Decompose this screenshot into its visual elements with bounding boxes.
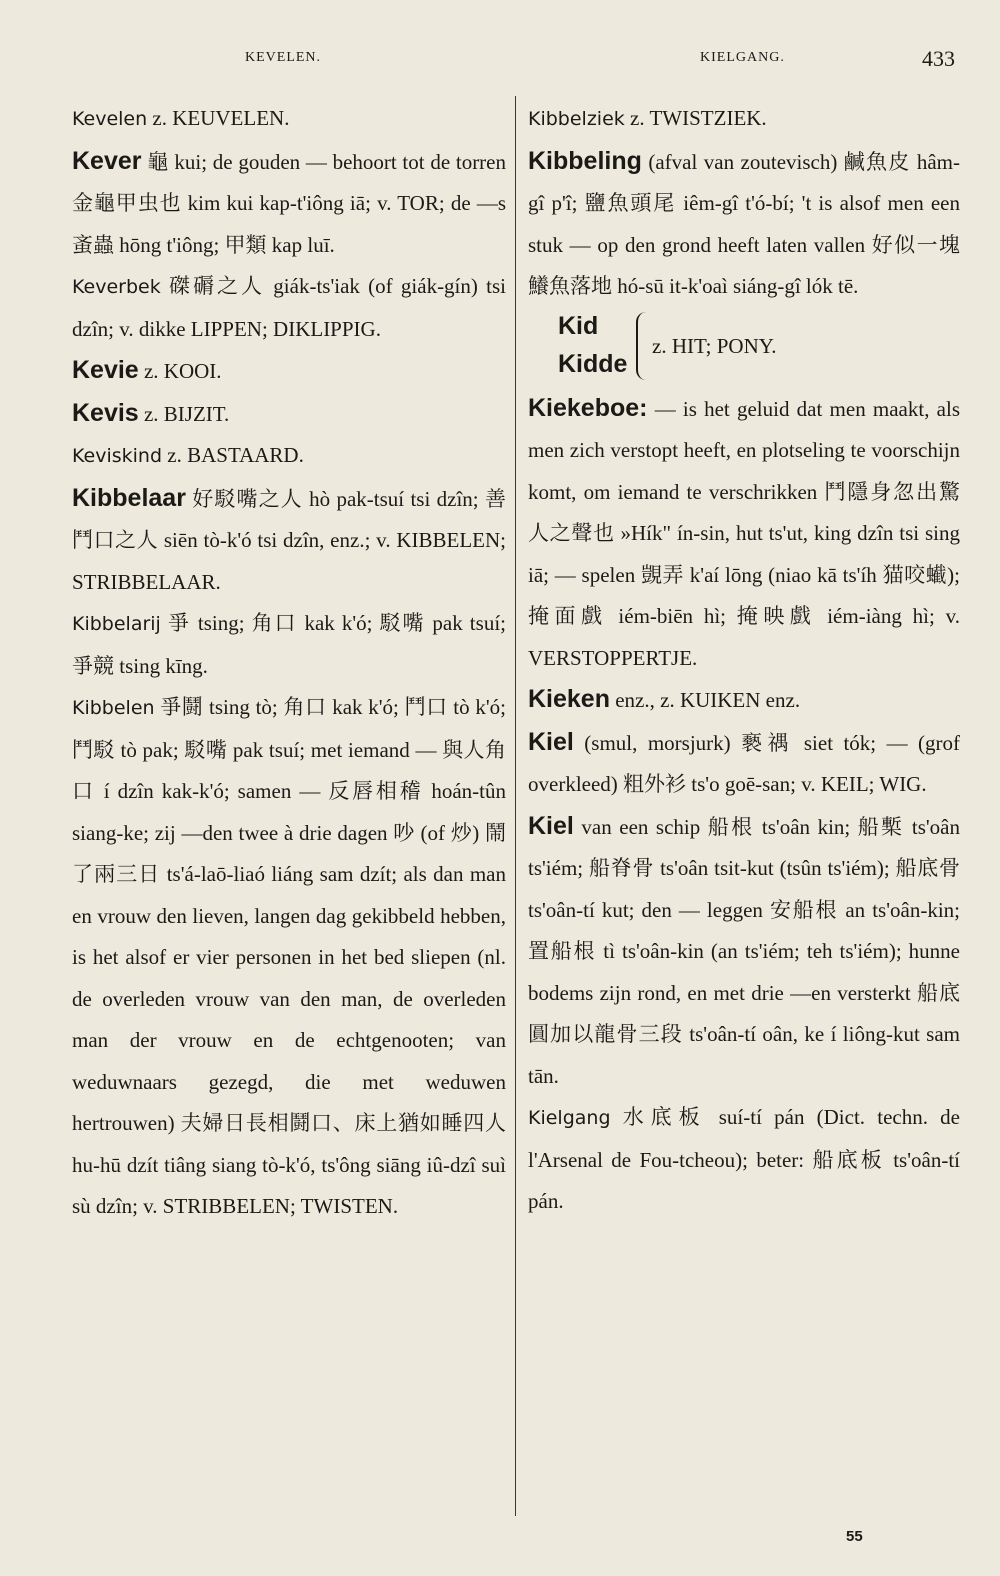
entry-kevis: [72, 393, 506, 436]
entry-text: 龜 kui; de gouden — behoort tot de torren 金龜甲虫也 kim kui kap-t'iông iā; v. TOR; de —s 蚉蟲 hōng t'iông; 甲類 kap luī.: [72, 149, 506, 257]
entry-text: 磔磭之人 giák-ts'iak (of giák-gín) tsi dzîn; v. dikke LIPPEN; DIKLIPPIG.: [72, 274, 506, 341]
running-head-center: KIELGANG.: [700, 50, 785, 65]
entry-text: van een schip 船根 ts'oân kin; 船槧 ts'oân ts'iém; 船脊骨 ts'oân tsit-kut (tsûn ts'iém); 船底骨 ts'oân-tí kut; den — leggen 安船根 an ts'oân-kin; 置船根 tì ts'oân-kin (an ts'iém; teh ts'iém); hunne bodems zijn rond, en met drie —en versterkt 船底圓加以龍骨三段 ts'oân-tí oân, ke í liông-kut sam tān.: [528, 814, 960, 1088]
entry-text: 爭 tsing; 角口 kak k'ó; 駁嘴 pak tsuí; 爭競 tsing kīng.: [72, 611, 506, 678]
headword: Kielgang: [528, 1107, 611, 1129]
page-number: 433: [922, 46, 955, 71]
signature-mark: 55: [846, 1528, 863, 1545]
headword: Kibbelziek: [528, 108, 625, 130]
entry-text: z. KEUVELEN.: [147, 106, 290, 130]
entry-keviskind: [72, 435, 506, 478]
headword: Kiekeboe:: [528, 393, 648, 422]
column-divider: [515, 96, 516, 1516]
headword: Kevelen: [72, 108, 148, 130]
entry-kibbelziek: [528, 98, 960, 141]
headword: Kibbelarij: [72, 613, 161, 635]
entry-text: (afval van zoutevisch) 鹹魚皮 hâm-gî p'î; 鹽魚頭尾 iêm-gî t'ó-bí; 't is alsof men een stuk — op den grond heeft laten vallen 好似一塊鱶魚落地 hó-sū it-k'oaì siáng-gî lók tē.: [528, 149, 960, 298]
brace: [636, 312, 648, 380]
entry-text: 水底板 suí-tí pán (Dict. techn. de l'Arsenal de Fou-tcheou); beter: 船底板 ts'oân-tí pán.: [528, 1105, 960, 1213]
entry-kibbeling: [528, 141, 960, 308]
headword: Kiel: [528, 811, 574, 840]
entry-kibbelen: [72, 687, 506, 1228]
headword: Kiel: [528, 727, 574, 756]
entry-kid-kidde: [528, 308, 960, 388]
entry-text: (smul, morsjurk) 褻禑 siet tók; — (grof overkleed) 粗外衫 ts'o goē-san; v. KEIL; WIG.: [528, 730, 960, 796]
entry-text: enz., z. KUIKEN enz.: [609, 688, 801, 712]
entry-kieken: [528, 679, 960, 722]
headword: Kever: [72, 146, 142, 175]
headword-kidde: Kidde: [558, 349, 628, 378]
headword: Kevis: [72, 398, 139, 427]
entry-kevie: [72, 350, 506, 393]
entry-kevelen: [72, 98, 506, 141]
entry-keverbek: [72, 266, 506, 350]
headword: Kevie: [72, 356, 139, 384]
entry-kiekeboe: [528, 388, 960, 680]
headword: Kieken: [528, 685, 610, 713]
right-column: [528, 98, 960, 1223]
headword: Keverbek: [72, 276, 161, 298]
entry-text: z. HIT; PONY.: [652, 333, 777, 358]
headword: Kibbeling: [528, 146, 642, 175]
entry-kiel-1: [528, 722, 960, 806]
running-head-left: KEVELEN.: [245, 50, 322, 65]
entry-kibbelarij: [72, 603, 506, 687]
entry-text: 好駁嘴之人 hò pak-tsuí tsi dzîn; 善鬥口之人 siēn tò-k'ó tsi dzîn, enz.; v. KIBBELEN; STRIBBELAAR.: [72, 486, 506, 594]
headword: Kibbelaar: [72, 483, 186, 512]
headword-kid: Kid: [558, 311, 599, 340]
entry-kiel-2: [528, 806, 960, 1098]
entry-kever: [72, 141, 506, 267]
entry-text: z. BIJZIT.: [138, 401, 230, 426]
entry-text: — is het geluid dat men maakt, als men zich verstopt heeft, en plotseling te voorschijn komt, om iemand te verschrikken 鬥隱身忽出驚人之聲也 »Hík" ín-sin, hut ts'ut, king dzîn tsi sing iā; — spelen 覬弄 k'aí lōng (niao kā ts'íh 猫咬蠘); 掩面戲 iém-biēn hì; 掩映戲 iém-iàng hì; v. VERSTOPPERTJE.: [528, 396, 960, 670]
entry-text: z. BASTAARD.: [162, 443, 304, 467]
headword: Kibbelen: [72, 697, 155, 719]
headword: Keviskind: [72, 445, 163, 467]
entry-kielgang: [528, 1097, 960, 1223]
entry-text: z. KOOI.: [138, 359, 222, 383]
entry-text: z. TWISTZIEK.: [624, 106, 767, 130]
entry-text: 爭鬪 tsing tò; 角口 kak k'ó; 鬥口 tò k'ó; 鬥駁 tò pak; 駁嘴 pak tsuí; met iemand — 與人角口 í dzîn kak-k'ó; samen — 反唇相稽 hoán-tûn siang-ke; zij —den twee à drie dagen 吵 (of 炒) 鬧了兩三日 ts'á-laō-liaó liáng sam dzít; als dan man en vrouw den lieven, langen dag gekibbeld hebben, is het alsof er vier personen in het bed sliepen (nl. de overleden vrouw van den man, de overleden man der vrouw en de echtgenooten; van weduwnaars gezegd, die met weduwen hertrouwen) 夫婦日長相鬪口、床上猶如睡四人 hu-hū dzít tiâng siang tò-k'ó, ts'ông siāng iû-dzî suì sù dzîn; v. STRIBBELEN; TWISTEN.: [72, 695, 506, 1218]
left-column: [72, 98, 506, 1228]
entry-kibbelaar: [72, 478, 506, 604]
